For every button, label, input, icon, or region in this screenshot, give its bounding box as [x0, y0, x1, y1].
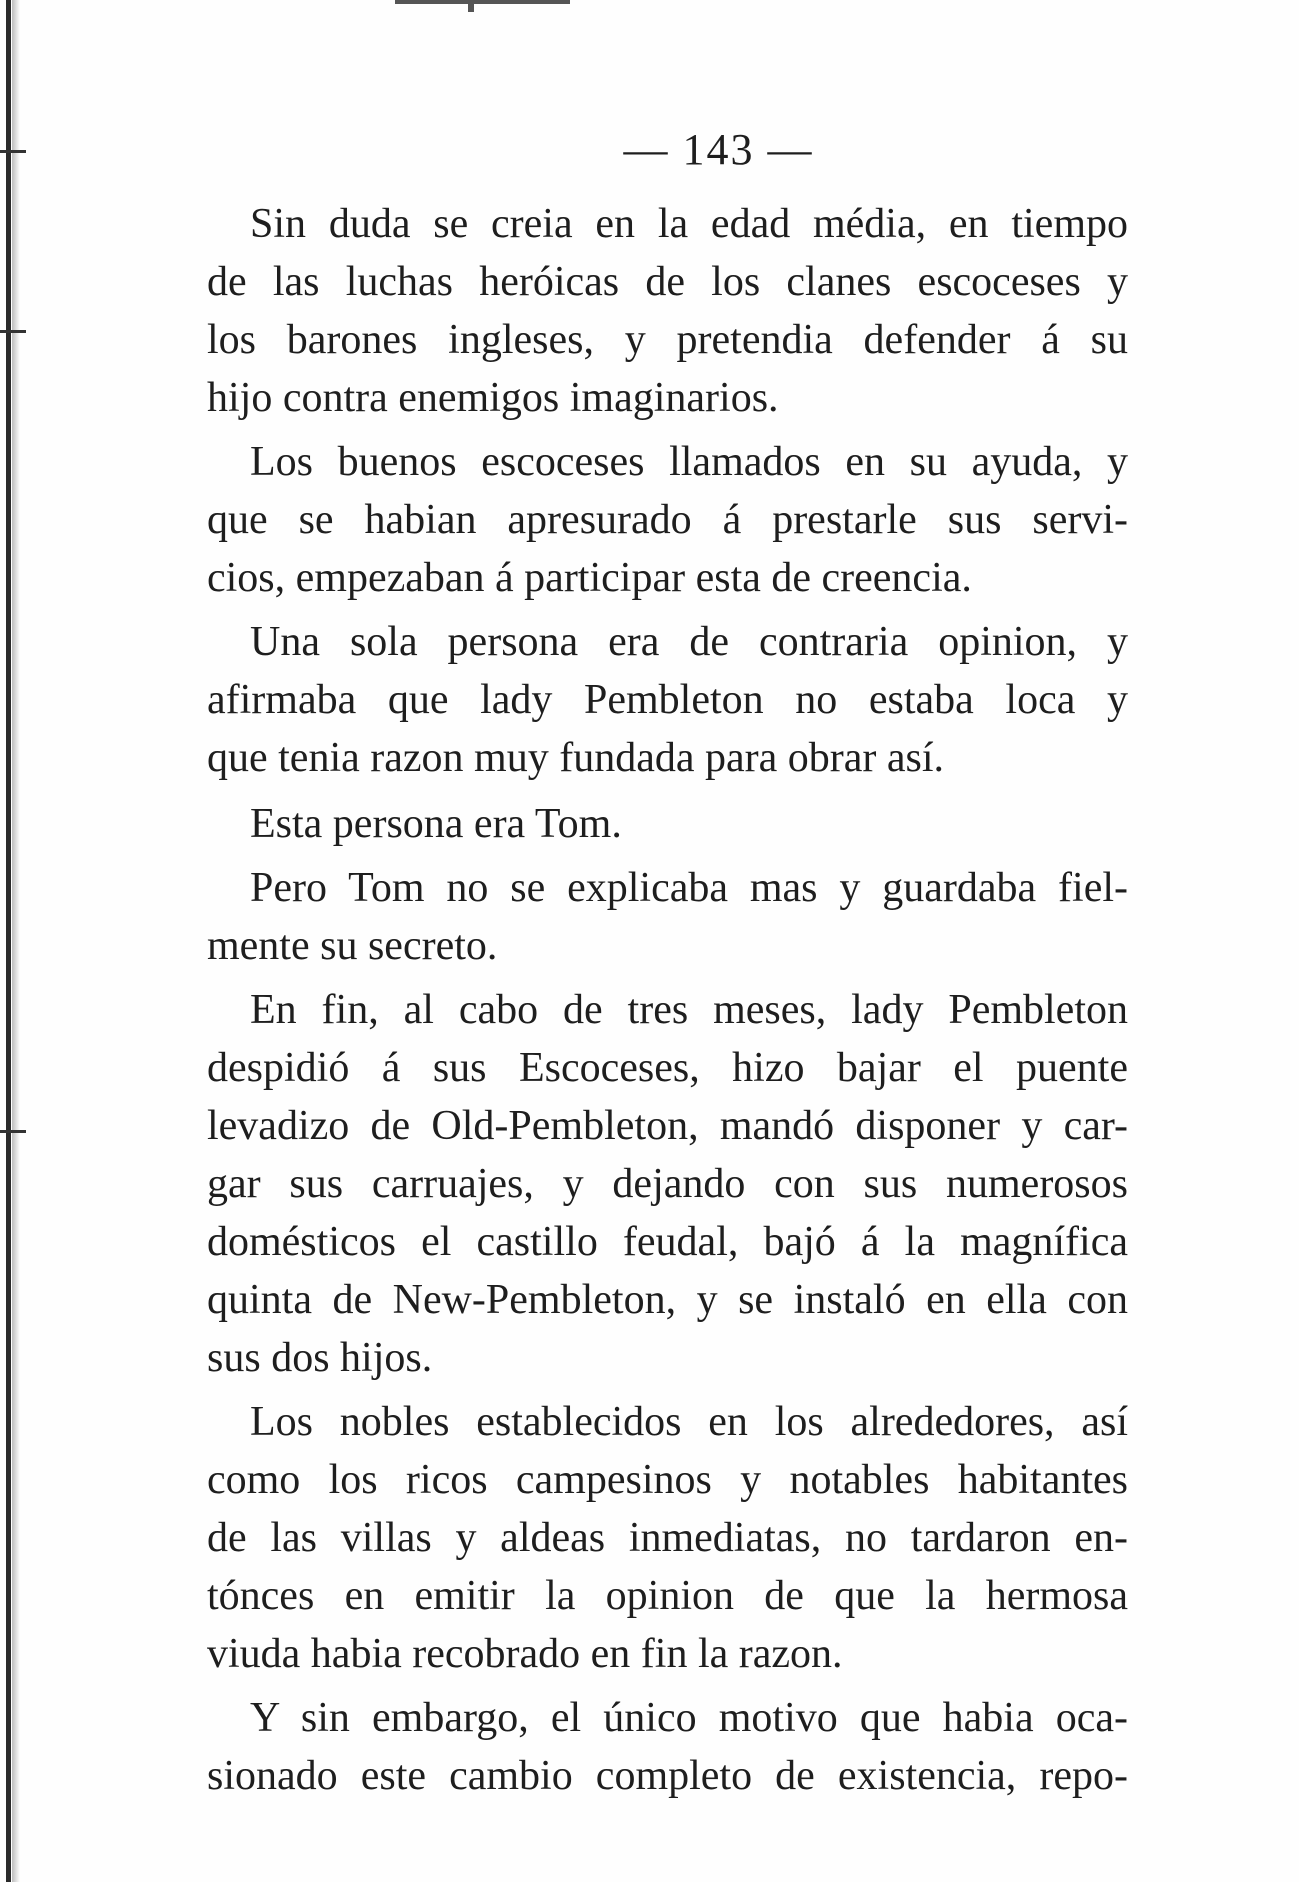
text-line: sus dos hijos. [207, 1335, 433, 1381]
text-line: de las villas y aldeas inmediatas, no tardaron en- [207, 1515, 1128, 1561]
text-line: que tenia razon muy fundada para obrar así. [207, 735, 945, 781]
text-line: Una sola persona era de contraria opinion, y [250, 619, 1128, 665]
text-line: tónces en emitir la opinion de que la hermosa [207, 1573, 1128, 1619]
text-line: Los buenos escoceses llamados en su ayuda, y [250, 439, 1128, 485]
text-line: domésticos el castillo feudal, bajó á la magnífica [207, 1219, 1128, 1265]
text-line: Y sin embargo, el único motivo que habia oca- [250, 1695, 1128, 1741]
text-line: de las luchas heróicas de los clanes escoceses y [207, 259, 1128, 305]
binding-edge [6, 0, 11, 1882]
text-line: Sin duda se creia en la edad média, en tiempo [250, 201, 1128, 247]
page-number: — 143 — [623, 125, 814, 174]
binding-shadow [12, 0, 20, 1882]
text-line: los barones ingleses, y pretendia defender á su [207, 317, 1128, 363]
text-line: afirmaba que lady Pembleton no estaba loca y [207, 677, 1128, 723]
text-line: sionado este cambio completo de existencia, repo- [207, 1753, 1128, 1799]
text-line: cios, empezaban á participar esta de creencia. [207, 555, 972, 601]
text-line: que se habian apresurado á prestarle sus servi- [207, 497, 1128, 543]
text-line: gar sus carruajes, y dejando con sus numerosos [207, 1161, 1128, 1207]
binding-mark [0, 1130, 26, 1133]
text-line: hijo contra enemigos imaginarios. [207, 375, 779, 421]
text-line: Esta persona era Tom. [250, 801, 622, 847]
text-line: Pero Tom no se explicaba mas y guardaba fiel- [250, 865, 1128, 911]
top-rule-mark [468, 4, 474, 12]
text-line: En fin, al cabo de tres meses, lady Pembleton [250, 987, 1128, 1033]
text-line: Los nobles establecidos en los alrededores, así [250, 1399, 1128, 1445]
binding-mark [0, 330, 26, 333]
text-line: viuda habia recobrado en fin la razon. [207, 1631, 843, 1677]
text-line: como los ricos campesinos y notables habitantes [207, 1457, 1128, 1503]
text-line: levadizo de Old-Pembleton, mandó disponer y car- [207, 1103, 1128, 1149]
text-line: despidió á sus Escoceses, hizo bajar el puente [207, 1045, 1128, 1091]
top-rule [395, 0, 570, 4]
text-line: quinta de New-Pembleton, y se instaló en ella con [207, 1277, 1128, 1323]
text-line: mente su secreto. [207, 923, 498, 969]
